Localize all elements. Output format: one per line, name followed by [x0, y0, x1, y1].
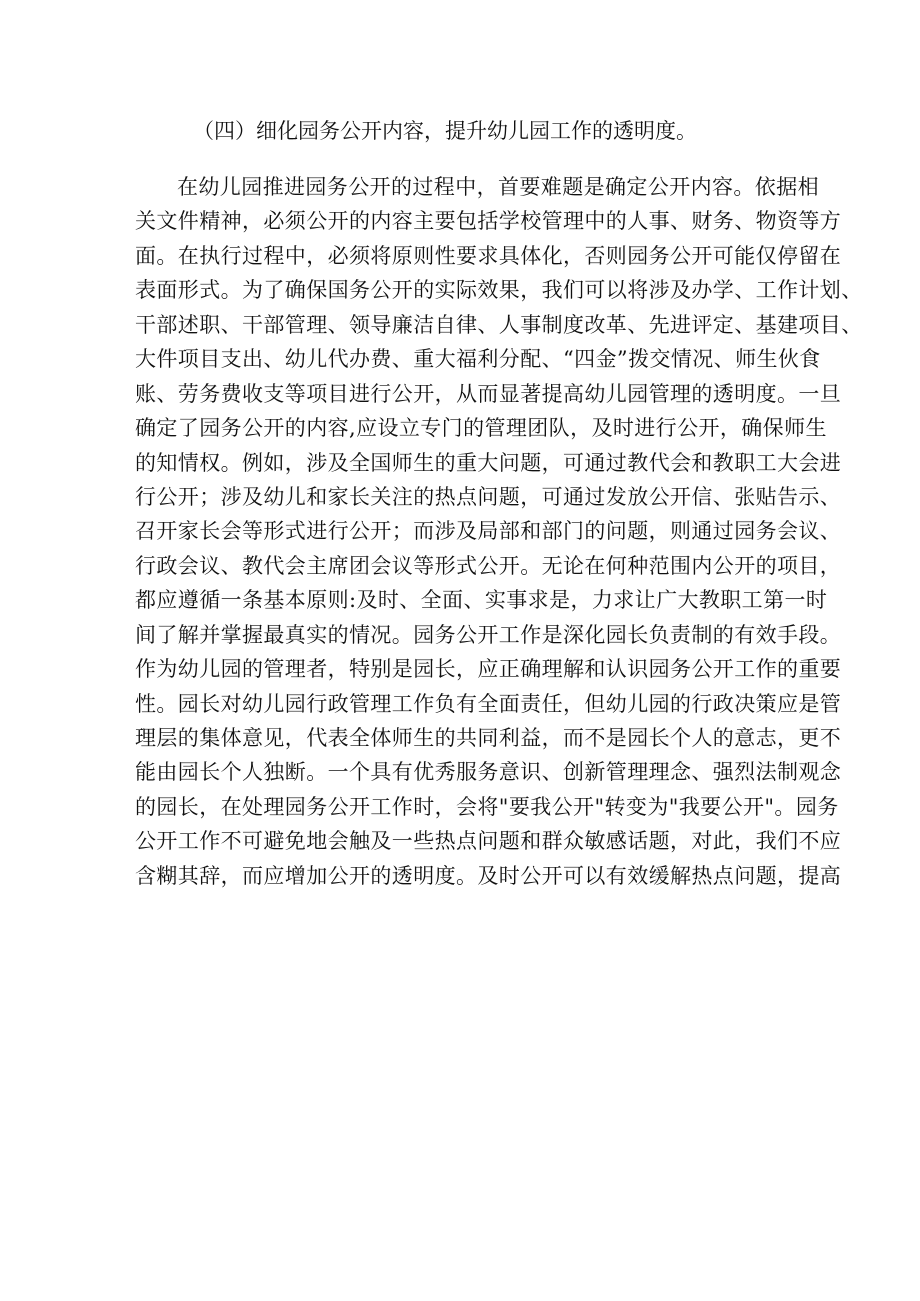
paragraph-line: 作为幼儿园的管理者，特别是园长，应正确理解和认识园务公开工作的重要 [135, 657, 842, 682]
paragraph-line: 召开家长会等形式进行公开；而涉及局部和部门的问题，则通过园务会议、 [135, 519, 842, 544]
paragraph-line: 干部述职、干部管理、领导廉洁自律、人事制度改革、先进评定、基建项目、 [135, 312, 863, 337]
paragraph-line: 的知情权。例如，涉及全国师生的重大问题，可通过教代会和教职工大会进 [135, 450, 842, 475]
section-heading: （四）细化园务公开内容，提升幼儿园工作的透明度。 [193, 119, 697, 143]
paragraph-line: 能由园长个人独断。一个具有优秀服务意识、创新管理理念、强烈法制观念 [135, 760, 842, 785]
body-paragraph [135, 170, 863, 893]
paragraph-line: 在幼儿园推进园务公开的过程中，首要难题是确定公开内容。依据相 [177, 175, 819, 199]
paragraph-line: 含糊其辞，而应增加公开的透明度。及时公开可以有效缓解热点问题，提高 [135, 863, 842, 888]
paragraph-line: 公开工作不可避免地会触及一些热点问题和群众敏感话题，对此，我们不应 [135, 829, 842, 854]
paragraph-line: 行公开；涉及幼儿和家长关注的热点问题，可通过发放公开信、张贴告示、 [135, 484, 842, 509]
paragraph-line: 表面形式。为了确保国务公开的实际效果，我们可以将涉及办学、工作计划、 [135, 278, 863, 303]
paragraph-line: 性。园长对幼儿园行政管理工作负有全面责任，但幼儿园的行政决策应是管 [135, 691, 842, 716]
paragraph-line: 行政会议、教代会主席团会议等形式公开。无论在何种范围内公开的项目， [135, 553, 842, 578]
paragraph-line: 大件项目支出、幼儿代办费、重大福利分配、“四金”拨交情况、师生伙食 [135, 347, 821, 372]
paragraph-line: 的园长，在处理园务公开工作时，会将"要我公开"转变为"我要公开"。园务 [135, 794, 839, 819]
paragraph-line: 确定了园务公开的内容,应设立专门的管理团队，及时进行公开，确保师生 [135, 416, 827, 441]
paragraph-line: 关文件精神，必须公开的内容主要包括学校管理中的人事、财务、物资等方 [135, 209, 842, 234]
paragraph-line: 间了解并掌握最真实的情况。园务公开工作是深化园长负责制的有效手段。 [135, 622, 842, 647]
paragraph-line: 账、劳务费收支等项目进行公开，从而显著提高幼儿园管理的透明度。一旦 [135, 381, 842, 406]
paragraph-line: 理层的集体意见，代表全体师生的共同利益，而不是园长个人的意志，更不 [135, 726, 842, 750]
paragraph-line: 都应遵循一条基本原则:及时、全面、实事求是，力求让广大教职工第一时 [135, 588, 828, 613]
paragraph-line: 面。在执行过程中，必须将原则性要求具体化，否则园务公开可能仅停留在 [135, 243, 842, 268]
